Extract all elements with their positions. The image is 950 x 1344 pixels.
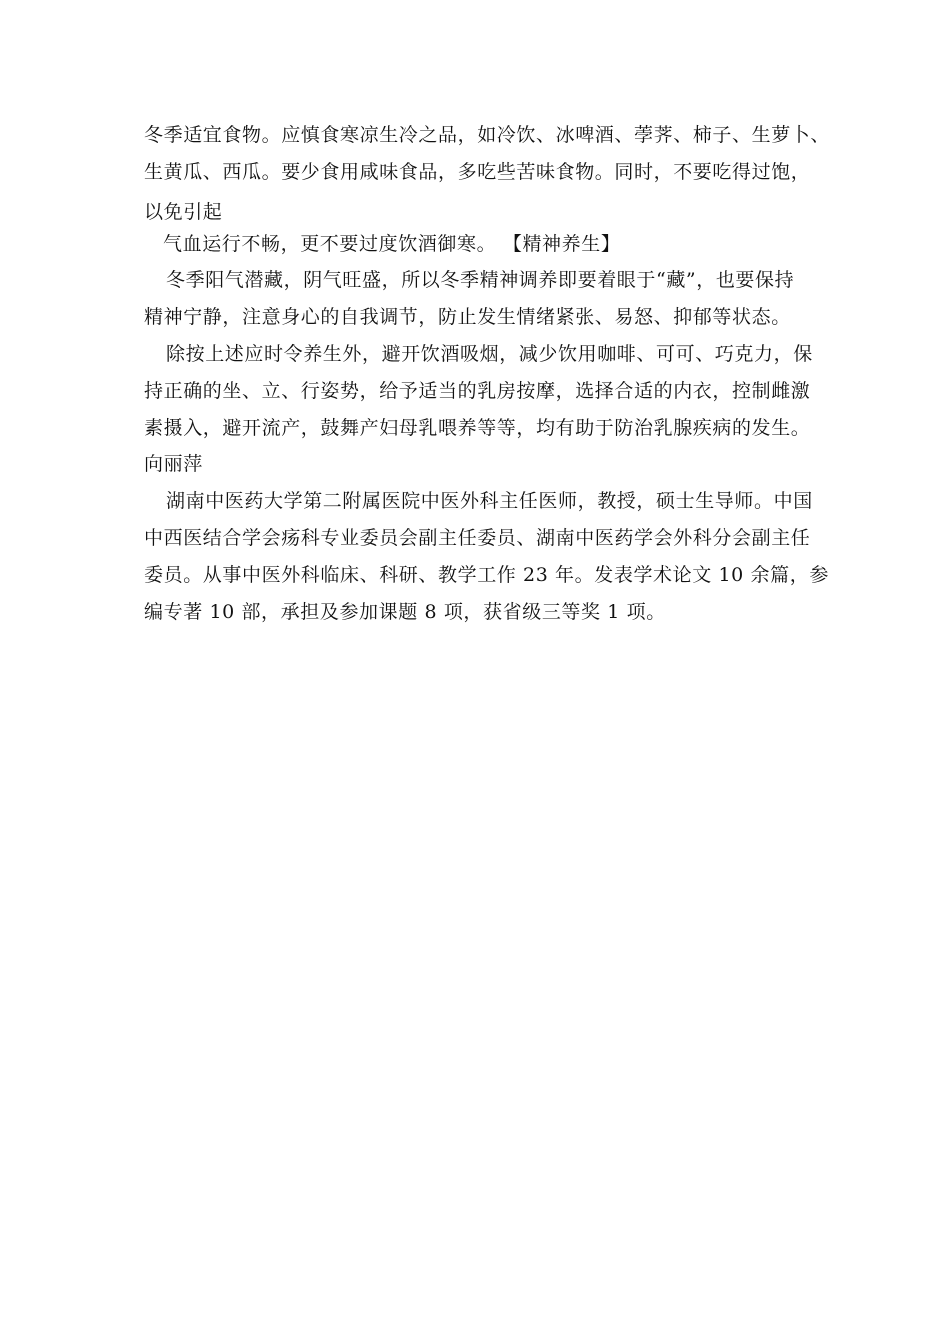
text-line: 生黄瓜、西瓜。要少食用咸味食品，多吃些苦味食物。同时，不要吃得过饱， [144, 161, 811, 183]
text-line: 除按上述应时令养生外，避开饮酒吸烟，减少饮用咖啡、可可、巧克力，保 [166, 343, 813, 365]
text-line: 冬季适宜食物。应慎食寒凉生冷之品，如冷饮、冰啤酒、荸荠、柿子、生萝卜、 [144, 124, 831, 146]
text-line: 以免引起 [144, 201, 223, 223]
text-line: 湖南中医药大学第二附属医院中医外科主任医师，教授，硕士生导师。中国 [166, 490, 813, 512]
text-line: 编专著 10 部，承担及参加课题 8 项，获省级三等奖 1 项。 [144, 601, 666, 623]
text-line: 持正确的坐、立、行姿势，给予适当的乳房按摩，选择合适的内衣，控制雌激 [144, 380, 811, 402]
text-line: 委员。从事中医外科临床、科研、教学工作 23 年。发表学术论文 10 余篇，参 [144, 564, 829, 586]
text-line: 素摄入，避开流产，鼓舞产妇母乳喂养等等，均有助于防治乳腺疾病的发生。 [144, 417, 811, 439]
author-name: 向丽萍 [144, 453, 203, 475]
text-line: 冬季阳气潜藏，阴气旺盛，所以冬季精神调养即要着眼于“藏”，也要保持 [166, 269, 795, 291]
text-line: 气血运行不畅，更不要过度饮酒御寒。 【精神养生】 [163, 233, 621, 255]
text-line: 精神宁静，注意身心的自我调节，防止发生情绪紧张、易怒、抑郁等状态。 [144, 306, 791, 328]
text-line: 中西医结合学会疡科专业委员会副主任委员、湖南中医药学会外科分会副主任 [144, 527, 811, 549]
